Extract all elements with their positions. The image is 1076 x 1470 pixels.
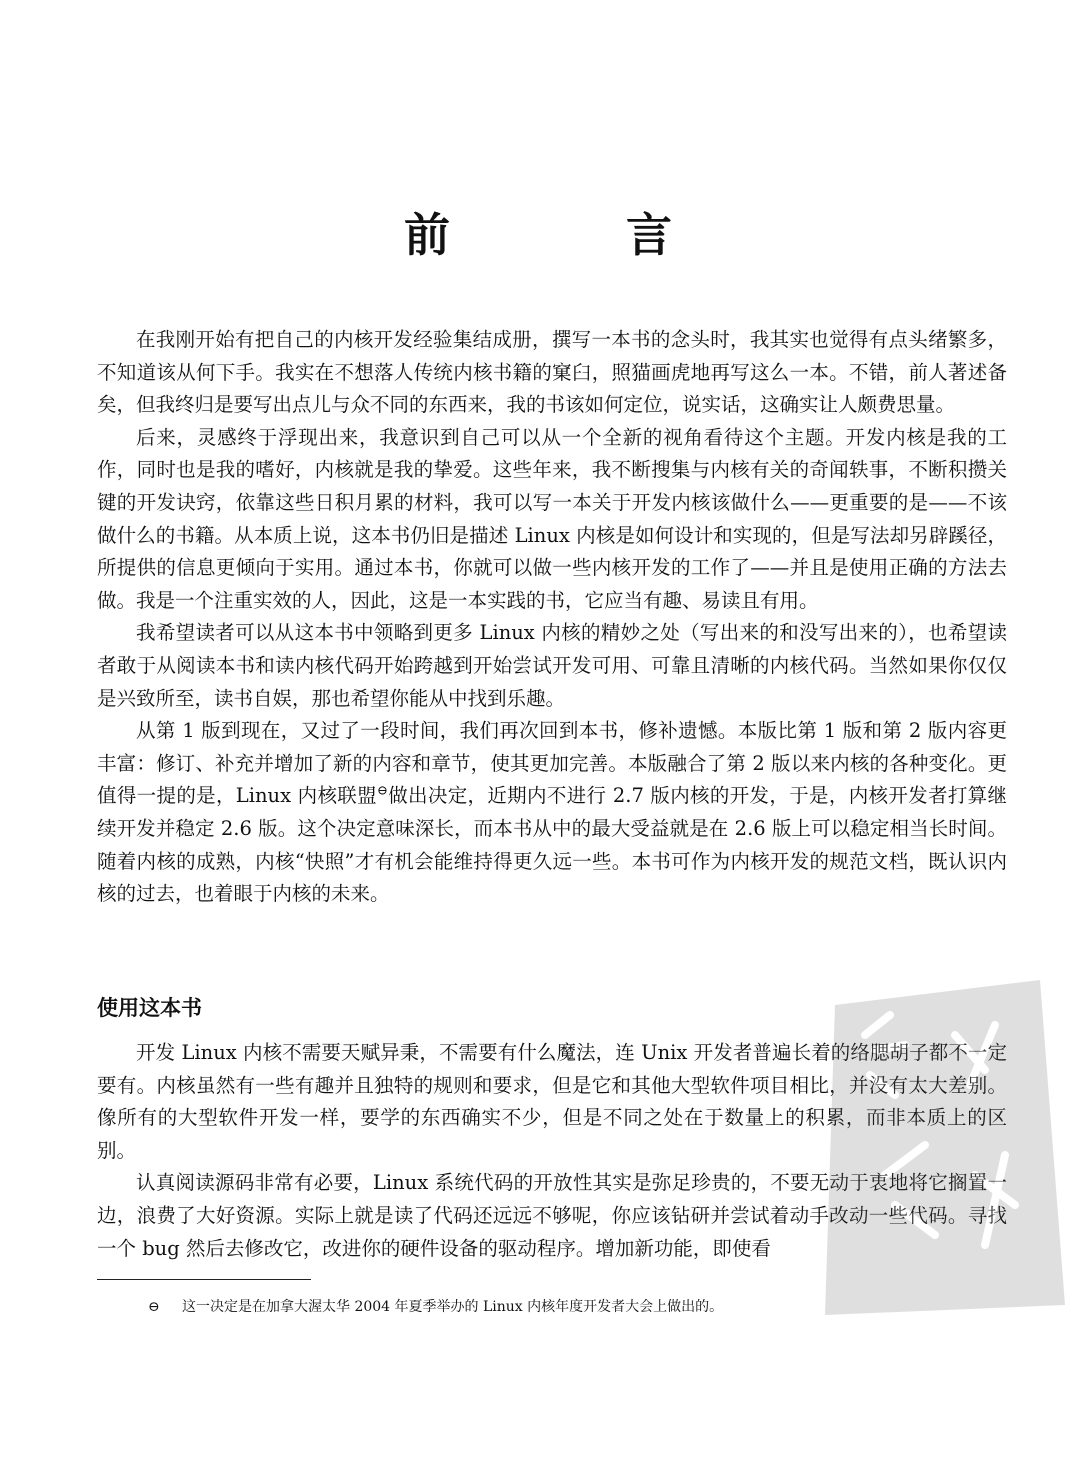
page-title: 前 言 <box>403 208 752 262</box>
footnote-divider <box>97 1279 311 1280</box>
preface-body <box>97 324 1007 911</box>
section-heading: 使用这本书 <box>97 996 202 1020</box>
edition-text-before: 从第 1 版到现在，又过了一段时间，我们再次回到本书，修补遗憾。本版比第 1 版和第 2 版内容更丰富：修订、补充并增加了新的内容和章节，使其更加完善。本版融合了第 2 版以来内核的各种变化。更值得一提的是，Linux 内核联盟 <box>97 719 1007 808</box>
footnote <box>148 1296 723 1318</box>
footnote-reference-mark: ⊖ <box>376 783 388 799</box>
paragraph-edition <box>97 715 1007 911</box>
paragraph: 开发 Linux 内核不需要天赋异秉，不需要有什么魔法，连 Unix 开发者普遍长着的络腮胡子都不一定要有。内核虽然有一些有趣并且独特的规则和要求，但是它和其他大型软件项目相比，并没有太大差别。像所有的大型软件开发一样，要学的东西确实不少，但是不同之处在于数量上的积累，而非本质上的区别。 <box>97 1041 1007 1162</box>
paragraph: 我希望读者可以从这本书中领略到更多 Linux 内核的精妙之处（写出来的和没写出来的），也希望读者敢于从阅读本书和读内核代码开始跨越到开始尝试开发可用、可靠且清晰的内核代码。当然如果你仅仅是兴致所至，读书自娱，那也希望你能从中找到乐趣。 <box>97 621 1007 710</box>
watermark-stamp <box>795 975 1070 1320</box>
footnote-mark: ⊖ <box>148 1299 160 1315</box>
footnote-text: 这一决定是在加拿大渥太华 2004 年夏季举办的 Linux 内核年度开发者大会上做出的。 <box>182 1299 724 1315</box>
paragraph: 后来，灵感终于浮现出来，我意识到自己可以从一个全新的视角看待这个主题。开发内核是我的工作，同时也是我的嗜好，内核就是我的挚爱。这些年来，我不断搜集与内核有关的奇闻轶事，不断积攒关键的开发诀窍，依靠这些日积月累的材料，我可以写一本关于开发内核该做什么——更重要的是——不该做什么的书籍。从本质上说，这本书仍旧是描述 Linux 内核是如何设计和实现的，但是写法却另辟蹊径，所提供的信息更倾向于实用。通过本书，你就可以做一些内核开发的工作了——并且是使用正确的方法去做。我是一个注重实效的人，因此，这是一本实践的书，它应当有趣、易读且有用。 <box>97 425 1007 612</box>
paragraph: 认真阅读源码非常有必要，Linux 系统代码的开放性其实是弥足珍贵的，不要无动于衷地将它搁置一边，浪费了大好资源。实际上就是读了代码还远远不够呢，你应该钻研并尝试着动手改动一些代码。寻找一个 bug 然后去修改它，改进你的硬件设备的驱动程序。增加新功能，即使看 <box>97 1171 1007 1260</box>
paragraph: 在我刚开始有把自己的内核开发经验集结成册，撰写一本书的念头时，我其实也觉得有点头绪繁多，不知道该从何下手。我实在不想落人传统内核书籍的窠臼，照猫画虎地再写这么一本。不错，前人著述备矣，但我终归是要写出点儿与众不同的东西来，我的书该如何定位，说实话，这确实让人颇费思量。 <box>97 328 1007 417</box>
edition-text-after: 做出决定，近期内不进行 2.7 版内核的开发，于是，内核开发者打算继续开发并稳定 2.6 版。这个决定意味深长，而本书从中的最大受益就是在 2.6 版上可以稳定相当长时间。随着内核的成熟，内核“快照”才有机会能维持得更久远一些。本书可作为内核开发的规范文档，既认识内核的过去，也着眼于内核的未来。 <box>97 784 1008 906</box>
